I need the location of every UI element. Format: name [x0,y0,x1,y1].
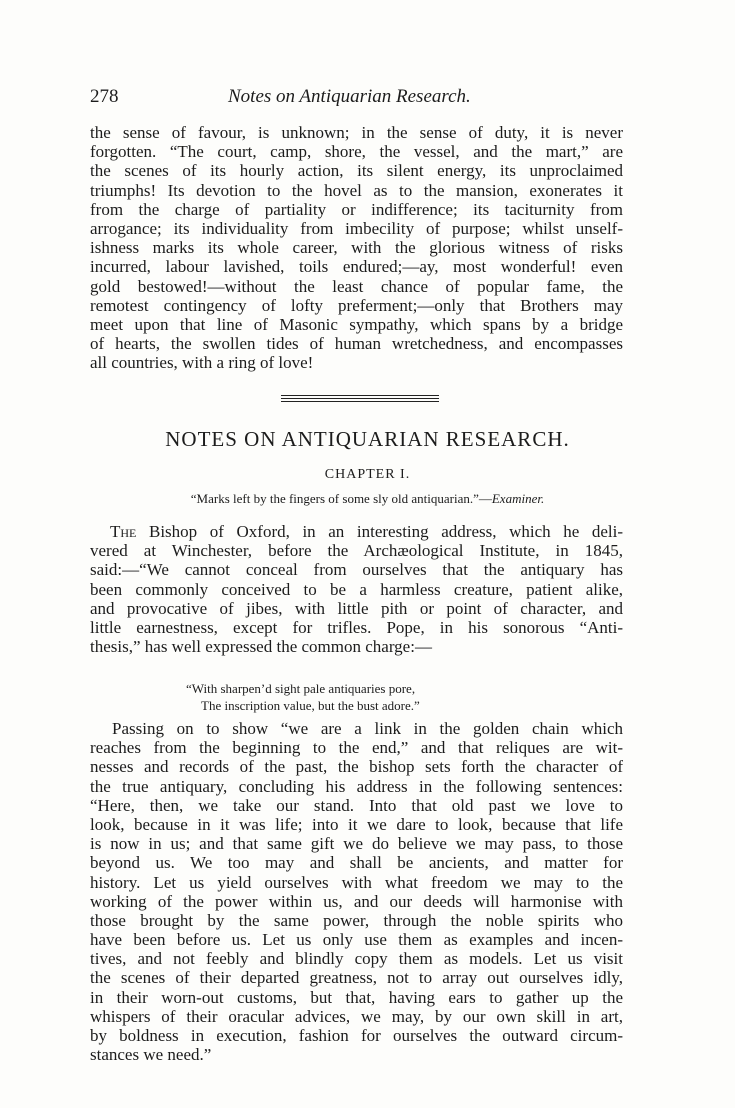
text-line: have been before us. Let us only use them as examples and incen- [90,930,623,950]
text-line: incurred, labour lavished, toils endured;—ay, most wonderful! even [90,257,623,277]
text-line: vered at Winchester, before the Archæological Institute, in 1845, [90,541,623,561]
text-line: reaches from the beginning to the end,” and that reliques are wit- [90,738,623,758]
text-line: stances we need.” [90,1045,212,1065]
paragraph-two [90,522,623,656]
text-line: those brought by the same power, through the noble spirits who [90,910,623,930]
text-line: thesis,” has well expressed the common charge:— [90,637,432,657]
section-divider [281,395,439,404]
epigraph-source: Examiner. [491,491,545,506]
text-line: the true antiquary, concluding his address in the following sentences: [90,776,623,796]
text-line [90,522,623,541]
divider-rule [281,401,439,402]
text-line: tives, and not feebly and blindly copy them as models. Let us visit [90,949,623,969]
text-line: whispers of their oracular advices, we may, by our own skill in art, [90,1006,623,1026]
text-line: by boldness in execution, fashion for ourselves the outward circum- [90,1026,623,1045]
text-line: in their worn-out customs, but that, having ears to gather up the [90,987,623,1007]
text-line: gold bestowed!—without the least chance of popular fame, the [90,276,623,296]
epigraph-quote: “Marks left by the fingers of some sly old antiquarian.”— [190,491,492,506]
text-line: look, because in it was life; into it we dare to look, because that life [90,814,623,834]
text-line: the scenes of its hourly action, its silent energy, its unproclaimed [90,161,623,181]
divider-rule [281,398,439,399]
text-line: working of the power within us, and our deeds will harmonise with [90,891,623,911]
text-line: ishness marks its whole career, with the glorious witness of risks [90,238,623,258]
verse-line: “With sharpen’d sight pale antiquaries pore, [186,681,416,696]
first-line-rest: Bishop of Oxford, in an interesting address, which he deli- [136,522,623,541]
text-line: said:—“We cannot conceal from ourselves that the antiquary has [90,560,623,580]
drop-word: The [110,522,137,541]
text-line: the scenes of their departed greatness, not to array out ourselves idly, [90,968,623,988]
page-number: 278 [90,86,119,107]
verse-line: The inscription value, but the bust adore.” [201,698,420,713]
running-title: Notes on Antiquarian Research. [228,86,471,107]
text-line: the sense of favour, is unknown; in the sense of duty, it is never [90,123,623,142]
chapter-label: CHAPTER I. [324,467,411,482]
paragraph-three [90,719,623,1064]
running-head [90,86,650,110]
text-line: Passing on to show “we are a link in the golden chain which [112,719,623,738]
verse-quote [186,680,420,714]
paragraph-top [90,123,623,372]
text-line: history. Let us yield ourselves with what freedom we may to the [90,872,623,892]
text-line: triumphs! Its devotion to the hovel as to the mansion, exonerates it [90,180,623,200]
text-line: arrogance; its individuality from imbecility of purpose; whilst unself- [90,218,623,238]
text-line: of hearts, the swollen tides of human wretchedness, and encompasses [90,334,623,354]
text-line: nesses and records of the past, the bishop sets forth the character of [90,757,623,777]
text-line: meet upon that line of Masonic sympathy, which spans by a bridge [90,314,623,334]
divider-rule [281,395,439,396]
epigraph [0,491,735,507]
text-line: is now in us; and that same gift we do believe we may pass, to those [90,834,623,854]
text-line: forgotten. “The court, camp, shore, the vessel, and the mart,” are [90,142,623,162]
text-line: from the charge of partiality or indifference; its taciturnity from [90,199,623,219]
text-line: little earnestness, except for trifles. Pope, in his sonorous “Anti- [90,617,623,637]
section-title: NOTES ON ANTIQUARIAN RESEARCH. [165,427,570,451]
text-line: all countries, with a ring of love! [90,353,314,373]
text-line: “Here, then, we take our stand. Into that old past we love to [90,795,623,815]
text-line: remotest contingency of lofty preferment;—only that Brothers may [90,295,623,315]
text-line: been commonly conceived to be a harmless creature, patient alike, [90,579,623,599]
text-line: and provocative of jibes, with little pith or point of character, and [90,598,623,618]
text-line: beyond us. We too may and shall be ancients, and matter for [90,853,623,873]
